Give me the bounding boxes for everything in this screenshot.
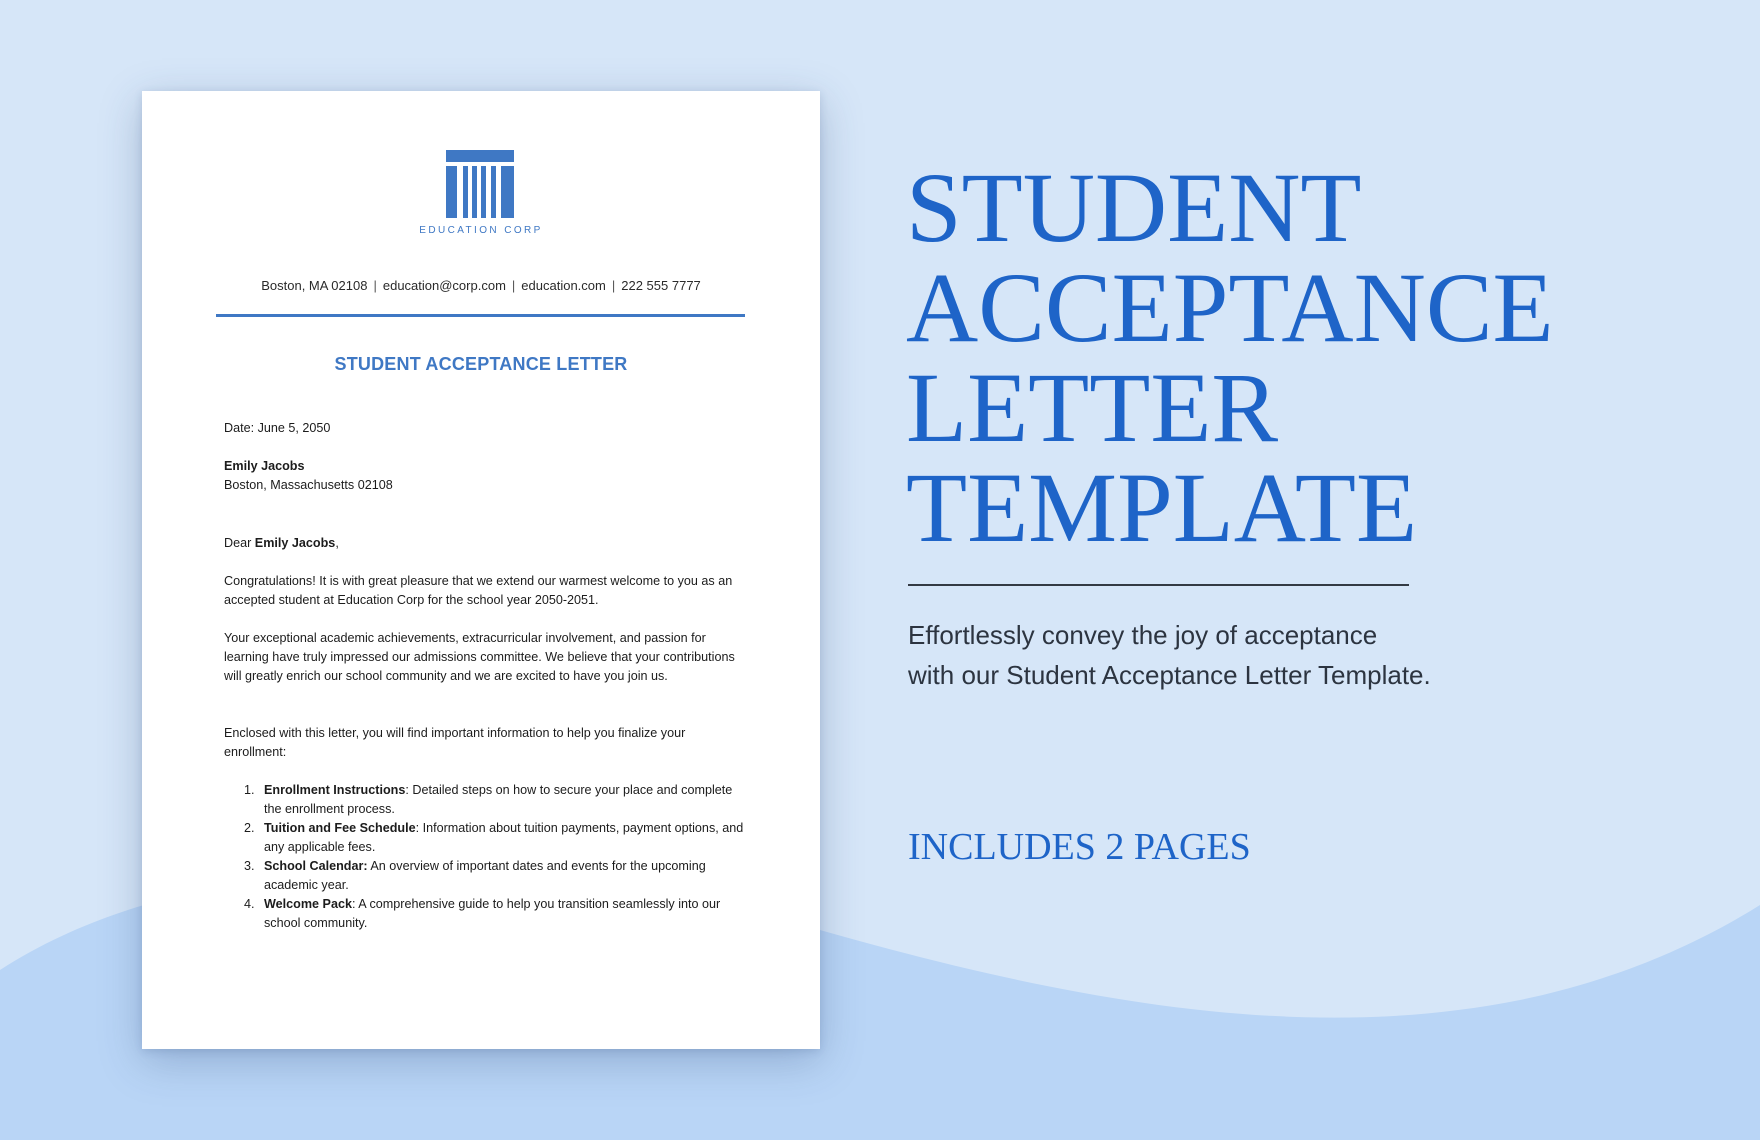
list-text: Detailed steps on how to secure your place and complete the enrollment process. <box>264 783 733 816</box>
list-text: An overview of important dates and events for the upcoming academic year. <box>264 859 706 892</box>
salutation-name: Emily Jacobs <box>254 536 336 550</box>
letter-page <box>142 91 820 1049</box>
hero-title-line: ACCEPTANCE <box>906 252 1554 363</box>
hero-title-line: STUDENT <box>906 152 1362 263</box>
list-term: School Calendar: <box>264 859 368 873</box>
list-number: 3. <box>244 859 255 873</box>
pillar-building-icon <box>446 150 514 218</box>
recipient-block <box>224 457 744 495</box>
paragraph <box>224 724 744 762</box>
list-item <box>244 857 744 895</box>
list-term-sep: : <box>405 783 409 797</box>
separator: | <box>511 278 516 293</box>
recipient-address: Boston, Massachusetts 02108 <box>224 478 393 492</box>
list-term: Tuition and Fee Schedule <box>264 821 416 835</box>
list-item <box>244 895 744 933</box>
date-text: Date: June 5, 2050 <box>224 421 331 435</box>
recipient-name: Emily Jacobs <box>224 459 305 473</box>
contact-phone: 222 555 7777 <box>621 278 701 293</box>
contact-address: Boston, MA 02108 <box>261 278 368 293</box>
list-text: A comprehensive guide to help you transition seamlessly into our school community. <box>264 897 721 930</box>
salutation <box>224 534 744 553</box>
list-term: Enrollment Instructions <box>264 783 406 797</box>
hero-title-line: LETTER <box>906 352 1279 463</box>
hero-title-line: TEMPLATE <box>906 452 1418 563</box>
list-text: Information about tuition payments, payment options, and any applicable fees. <box>264 821 744 854</box>
header-divider <box>216 314 745 317</box>
list-number: 2. <box>244 821 255 835</box>
list-number: 1. <box>244 783 255 797</box>
paragraph-text: Enclosed with this letter, you will find important information to help you finalize your enrollment: <box>224 726 686 759</box>
tagline-line: with our Student Acceptance Letter Template. <box>908 660 1431 690</box>
tagline <box>908 615 1608 695</box>
tagline-line: Effortlessly convey the joy of acceptance <box>908 620 1378 650</box>
list-item <box>244 819 744 857</box>
list-term: Welcome Pack <box>264 897 352 911</box>
hero-divider <box>908 584 1409 586</box>
contact-website: education.com <box>521 278 606 293</box>
date-line <box>224 419 744 438</box>
list-number: 4. <box>244 897 255 911</box>
salutation-suffix: , <box>335 536 339 550</box>
paragraph <box>224 572 744 610</box>
separator: | <box>611 278 616 293</box>
list-term-sep: : <box>415 821 420 835</box>
paragraph-text: Congratulations! It is with great pleasure that we extend our warmest welcome to you as an accepted student at Education Corp for the school year 2050-2051. <box>224 574 733 607</box>
paragraph <box>224 629 744 686</box>
list-item <box>244 781 744 819</box>
logo-text: EDUCATION CORP <box>419 225 543 236</box>
salutation-prefix: Dear <box>224 536 255 550</box>
paragraph-text: Your exceptional academic achievements, extracurricular involvement, and passion for learning have truly impressed our admissions committee. We believe that your contributions will greatly enrich our school community and we are excited to have you join us. <box>224 631 735 683</box>
hero-title <box>906 152 1706 563</box>
pages-label: INCLUDES 2 PAGES <box>908 826 1251 868</box>
separator: | <box>373 278 377 293</box>
list-term-sep: : <box>351 897 356 911</box>
contact-email: education@corp.com <box>382 278 506 293</box>
letter-title: STUDENT ACCEPTANCE LETTER <box>334 354 628 374</box>
contact-line <box>142 278 820 293</box>
enclosures-list <box>244 781 744 933</box>
